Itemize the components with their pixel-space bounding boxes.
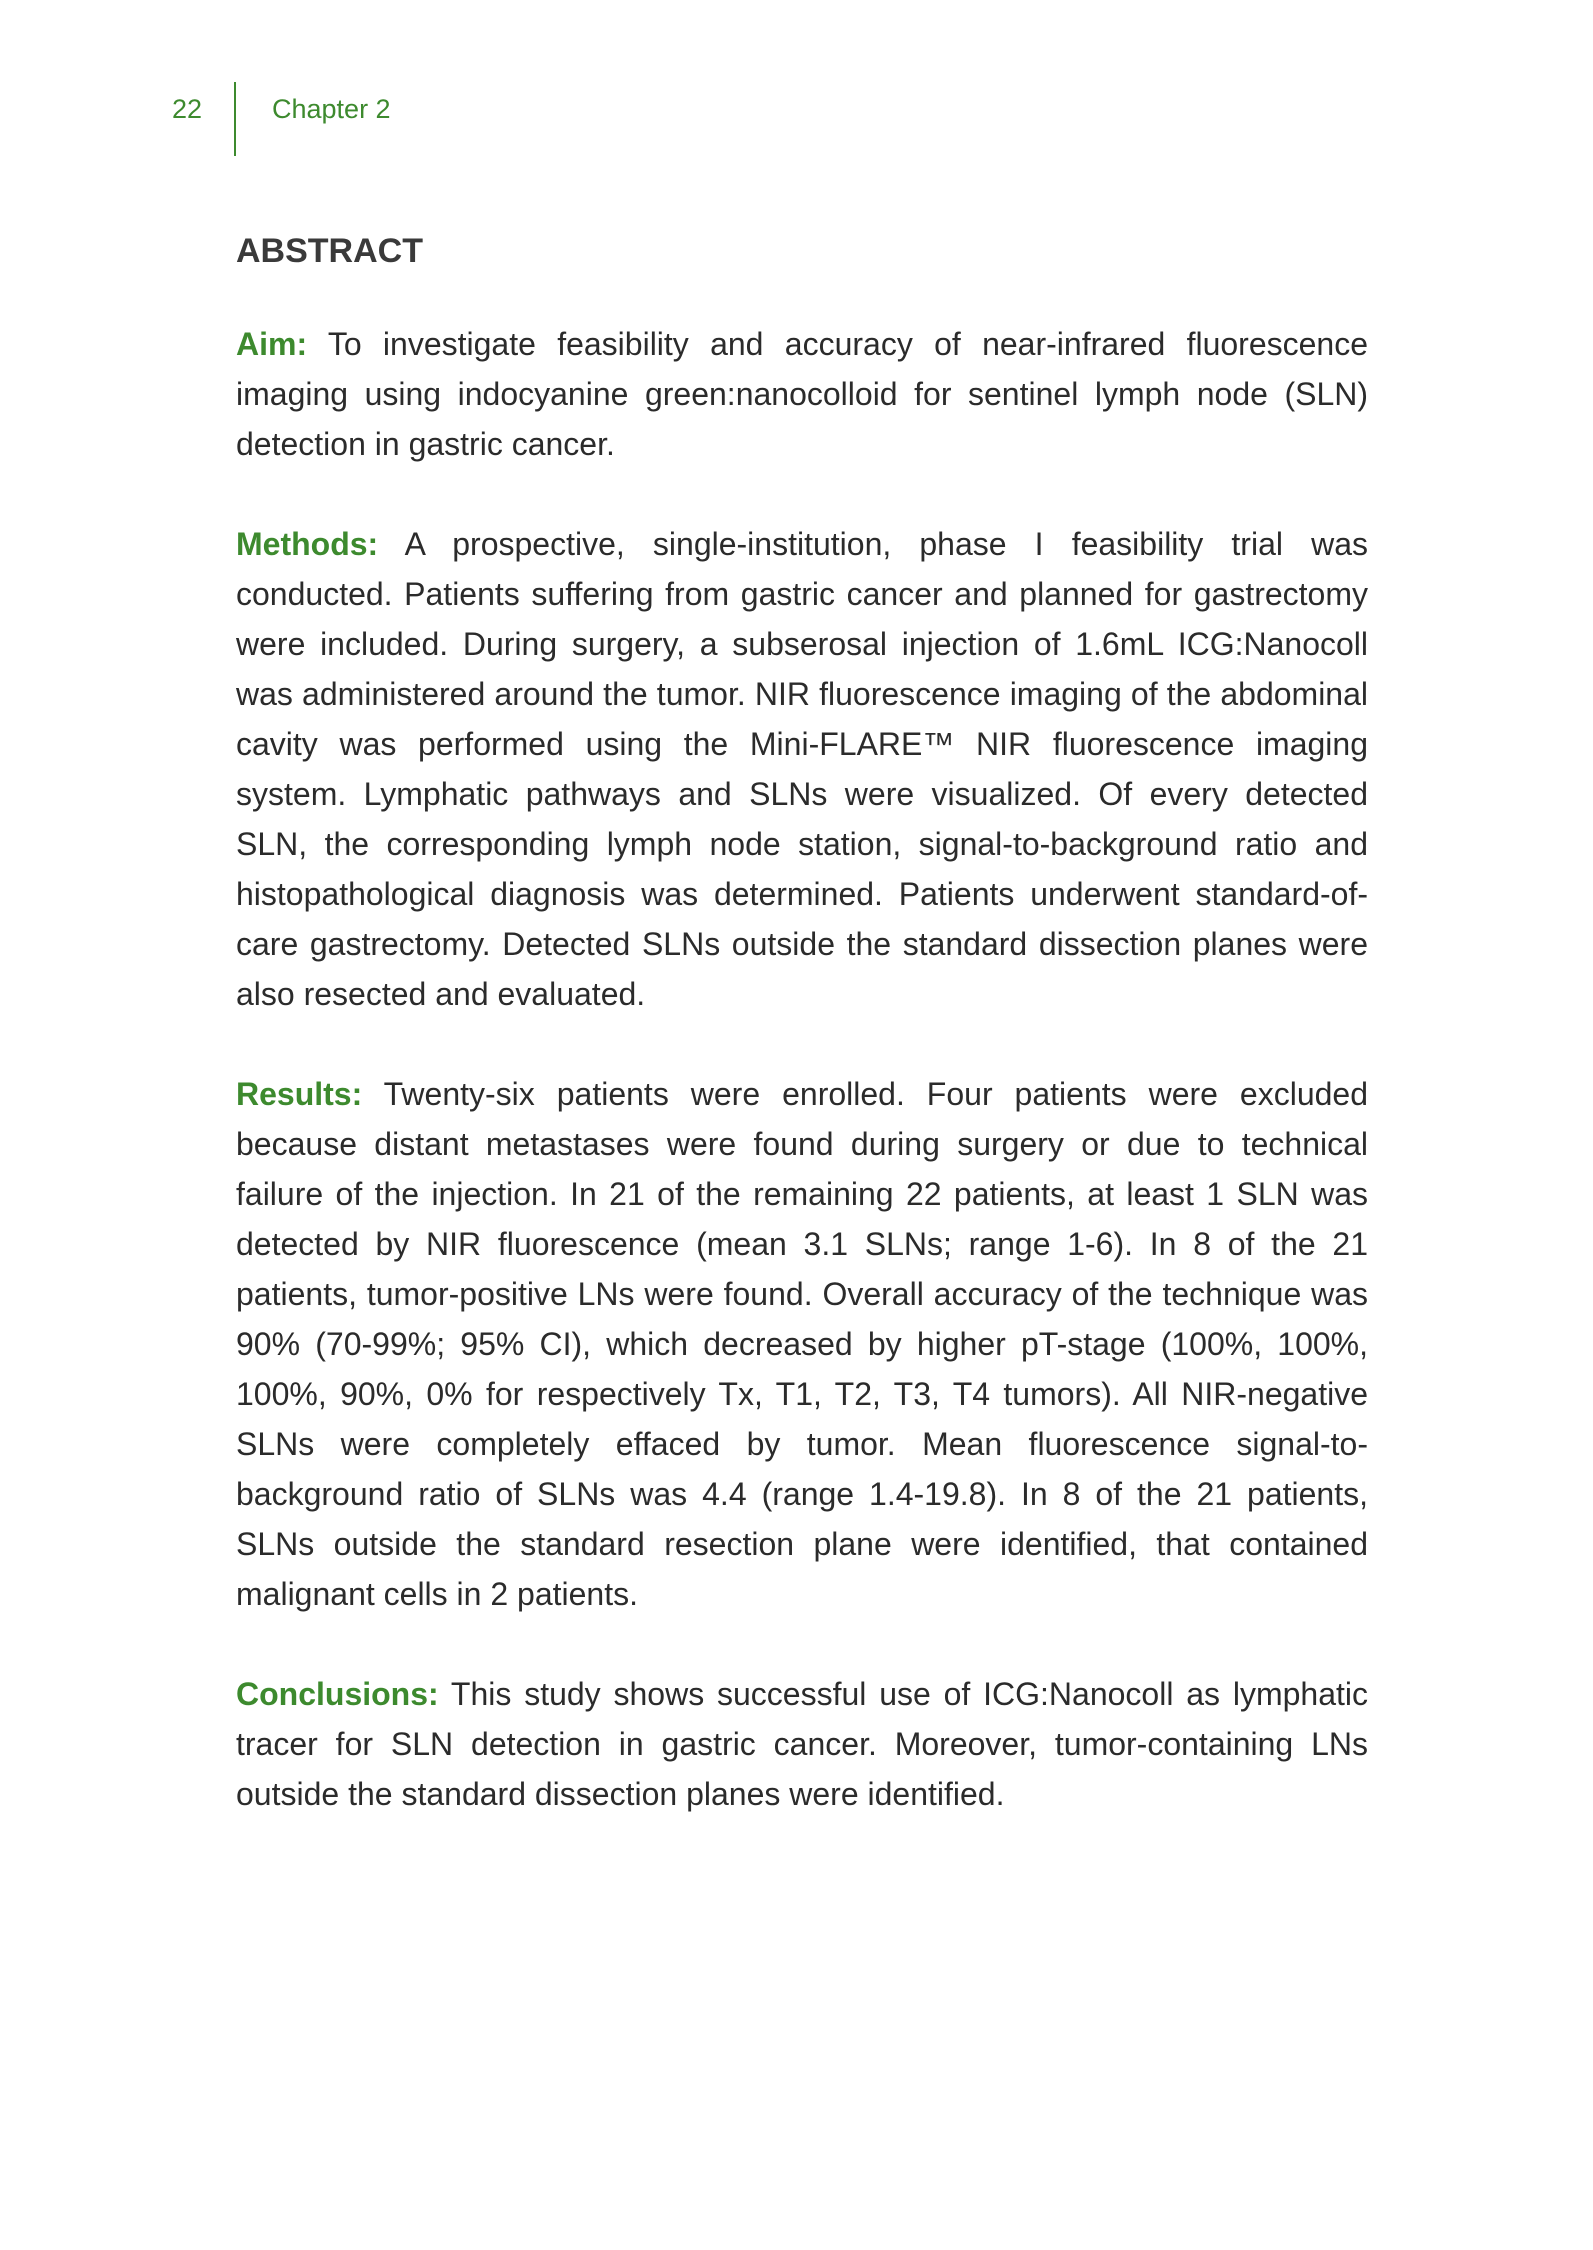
- methods-label: Methods:: [236, 526, 379, 562]
- aim-paragraph: [236, 319, 1368, 469]
- conclusions-text: This study shows successful use of ICG:Nanocoll as lymphatic tracer for SLN detection in gastric cancer. Moreover, tumor-containing LNs outside the standard dissection planes were identified.: [236, 1676, 1369, 1812]
- conclusions-paragraph: [236, 1669, 1368, 1819]
- abstract-body: [236, 232, 1368, 1869]
- results-text: Twenty-six patients were enrolled. Four patients were excluded because distant metastases were found during surgery or due to technical failure of the injection. In 21 of the remaining 22 patients, at least 1 SLN was detected by NIR fluorescence (mean 3.1 SLNs; range 1-6). In 8 of the 21 patients, tumor-positive LNs were found. Overall accuracy of the technique was 90% (70-99%; 95% CI), which decreased by higher pT-stage (100%, 100%, 100%, 90%, 0% for respectively Tx, T1, T2, T3, T4 tumors). All NIR-negative SLNs were completely effaced by tumor. Mean fluorescence signal-to-background ratio of SLNs was 4.4 (range 1.4-19.8). In 8 of the 21 patients, SLNs outside the standard resection plane were identified, that contained malignant cells in 2 patients.: [236, 1076, 1369, 1612]
- abstract-heading: ABSTRACT: [236, 232, 423, 270]
- methods-paragraph: [236, 519, 1368, 1019]
- results-label: Results:: [236, 1076, 363, 1112]
- page-number: 22: [171, 94, 202, 124]
- conclusions-label: Conclusions:: [236, 1676, 439, 1712]
- aim-text: To investigate feasibility and accuracy of near-infrared fluorescence imaging using indocyanine green:nanocolloid for sentinel lymph node (SLN) detection in gastric cancer.: [236, 326, 1369, 462]
- aim-label: Aim:: [236, 326, 308, 362]
- methods-text: A prospective, single-institution, phase I feasibility trial was conducted. Patients suffering from gastric cancer and planned for gastrectomy were included. During surgery, a subserosal injection of 1.6mL ICG:Nanocoll was administered around the tumor. NIR fluorescence imaging of the abdominal cavity was performed using the Mini-FLARE™ NIR fluorescence imaging system. Lymphatic pathways and SLNs were visualized. Of every detected SLN, the corresponding lymph node station, signal-to-background ratio and histopathological diagnosis was determined. Patients underwent standard-of-care gastrectomy. Detected SLNs outside the standard dissection planes were also resected and evaluated.: [236, 526, 1369, 1012]
- results-paragraph: [236, 1069, 1368, 1619]
- header-divider: [234, 82, 236, 156]
- running-head: Chapter 2: [272, 94, 391, 124]
